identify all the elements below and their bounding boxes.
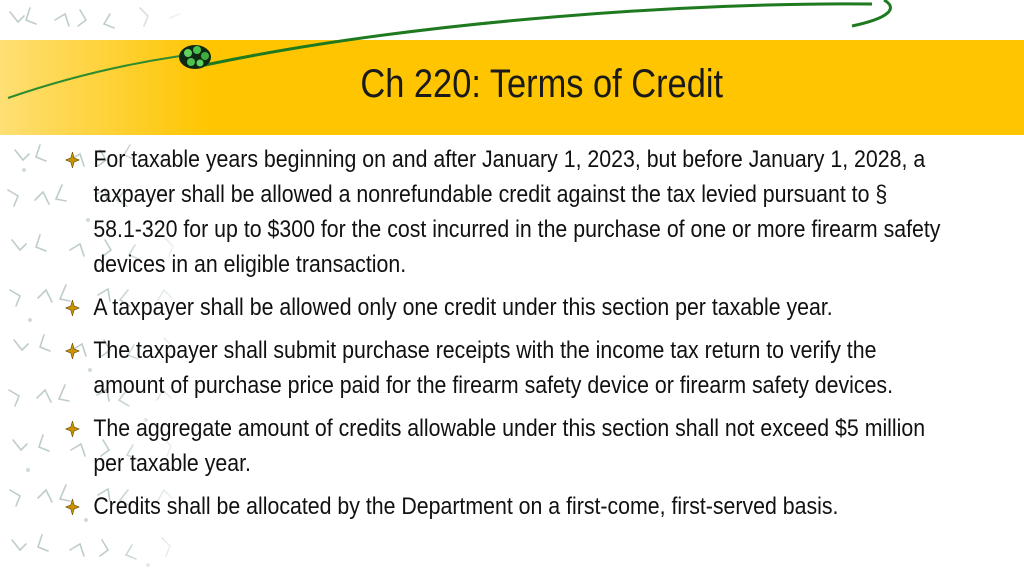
bullet-item [62,290,941,325]
bullet-item [62,142,941,282]
bullet-text: The aggregate amount of credits allowable under this section shall not exceed $5 million per taxable year. [93,415,926,477]
star-bullet-icon [65,300,79,316]
bullet-text: The taxpayer shall submit purchase receipts with the income tax return to verify the amount of purchase price paid for the firearm safety device or firearm safety devices. [93,337,893,399]
bullet-list [62,142,941,532]
bullet-item [62,411,941,481]
bullet-item [62,333,941,403]
bullet-text: A taxpayer shall be allowed only one credit under this section per taxable year. [93,294,833,321]
star-bullet-icon [65,152,79,168]
bullet-item [62,489,941,524]
star-bullet-icon [65,421,79,437]
star-bullet-icon [65,343,79,359]
bullet-text: Credits shall be allocated by the Department on a first-come, first-served basis. [93,493,839,520]
bullet-text: For taxable years beginning on and after January 1, 2023, but before January 1, 2028, a taxpayer shall be allowed a nonrefundable credit against the tax levied pursuant to § 58.1-320 for up to $300 for the cost incurred in the purchase of one or more firearm safety devices in an eligible transaction. [93,146,941,278]
star-bullet-icon [65,499,79,515]
slide-title: Ch 220: Terms of Credit [360,62,724,106]
